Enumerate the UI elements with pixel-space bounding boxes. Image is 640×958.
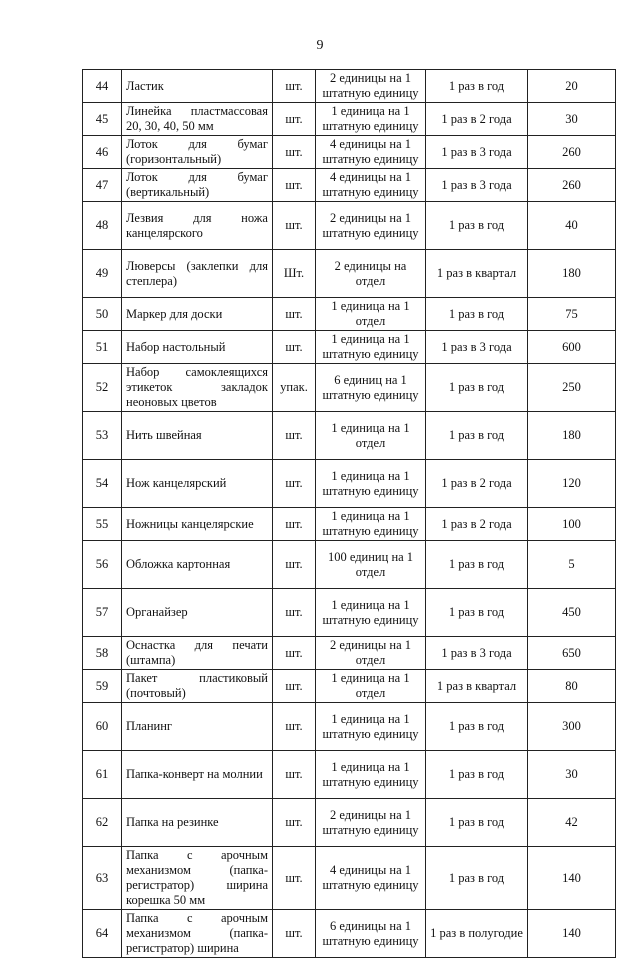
item-norm: 2 единицы на 1 штатную единицу xyxy=(316,799,426,847)
item-name: Нить швейная xyxy=(122,412,273,460)
item-price: 250 xyxy=(528,364,616,412)
item-frequency: 1 раз в год xyxy=(426,847,528,910)
page-number: 9 xyxy=(316,38,324,53)
item-price: 120 xyxy=(528,460,616,508)
item-price: 5 xyxy=(528,541,616,589)
item-frequency: 1 раз в полугодие xyxy=(426,910,528,958)
item-unit: шт. xyxy=(273,70,316,103)
item-norm: 1 единица на 1 штатную единицу xyxy=(316,751,426,799)
item-norm: 1 единица на 1 штатную единицу xyxy=(316,331,426,364)
item-name: Папка-конверт на молнии xyxy=(122,751,273,799)
row-number: 62 xyxy=(83,799,122,847)
item-price: 100 xyxy=(528,508,616,541)
item-unit: шт. xyxy=(273,751,316,799)
item-norm: 6 единиц на 1 штатную единицу xyxy=(316,364,426,412)
table-row xyxy=(83,910,616,958)
row-number: 56 xyxy=(83,541,122,589)
row-number: 64 xyxy=(83,910,122,958)
item-norm: 2 единицы на 1 штатную единицу xyxy=(316,70,426,103)
item-name: Папка с арочным механизмом (папка-регистратор) ширина корешка 50 мм xyxy=(122,847,273,910)
item-name: Люверсы (заклепки для степлера) xyxy=(122,250,273,298)
item-norm: 1 единица на 1 штатную единицу xyxy=(316,589,426,637)
item-frequency: 1 раз в 3 года xyxy=(426,637,528,670)
item-name: Планинг xyxy=(122,703,273,751)
item-unit: шт. xyxy=(273,637,316,670)
row-number: 59 xyxy=(83,670,122,703)
row-number: 46 xyxy=(83,136,122,169)
item-name: Ластик xyxy=(122,70,273,103)
item-price: 180 xyxy=(528,250,616,298)
item-frequency: 1 раз в год xyxy=(426,298,528,331)
item-frequency: 1 раз в год xyxy=(426,70,528,103)
item-unit: шт. xyxy=(273,331,316,364)
item-norm: 4 единицы на 1 штатную единицу xyxy=(316,136,426,169)
table-body xyxy=(83,70,616,958)
item-norm: 4 единицы на 1 штатную единицу xyxy=(316,169,426,202)
item-unit: шт. xyxy=(273,460,316,508)
item-frequency: 1 раз в 2 года xyxy=(426,460,528,508)
table-row xyxy=(83,250,616,298)
item-price: 30 xyxy=(528,751,616,799)
item-unit: шт. xyxy=(273,412,316,460)
row-number: 55 xyxy=(83,508,122,541)
item-price: 300 xyxy=(528,703,616,751)
item-unit: шт. xyxy=(273,589,316,637)
item-unit: шт. xyxy=(273,910,316,958)
row-number: 57 xyxy=(83,589,122,637)
table-row xyxy=(83,331,616,364)
table-row xyxy=(83,364,616,412)
table-row xyxy=(83,589,616,637)
item-name: Лоток для бумаг (вертикальный) xyxy=(122,169,273,202)
row-number: 61 xyxy=(83,751,122,799)
row-number: 54 xyxy=(83,460,122,508)
item-price: 20 xyxy=(528,70,616,103)
item-frequency: 1 раз в год xyxy=(426,202,528,250)
table-row xyxy=(83,751,616,799)
item-price: 140 xyxy=(528,847,616,910)
item-price: 180 xyxy=(528,412,616,460)
item-name: Ножницы канцелярские xyxy=(122,508,273,541)
row-number: 48 xyxy=(83,202,122,250)
item-name: Оснастка для печати (штампа) xyxy=(122,637,273,670)
item-unit: шт. xyxy=(273,136,316,169)
table-row xyxy=(83,508,616,541)
item-price: 30 xyxy=(528,103,616,136)
row-number: 51 xyxy=(83,331,122,364)
item-frequency: 1 раз в 2 года xyxy=(426,103,528,136)
item-unit: шт. xyxy=(273,298,316,331)
row-number: 53 xyxy=(83,412,122,460)
item-name: Набор настольный xyxy=(122,331,273,364)
item-unit: Шт. xyxy=(273,250,316,298)
row-number: 50 xyxy=(83,298,122,331)
item-unit: шт. xyxy=(273,847,316,910)
item-norm: 100 единиц на 1 отдел xyxy=(316,541,426,589)
item-name: Лезвия для ножа канцелярского xyxy=(122,202,273,250)
row-number: 47 xyxy=(83,169,122,202)
item-norm: 1 единица на 1 отдел xyxy=(316,670,426,703)
row-number: 49 xyxy=(83,250,122,298)
item-name: Нож канцелярский xyxy=(122,460,273,508)
item-price: 260 xyxy=(528,169,616,202)
row-number: 60 xyxy=(83,703,122,751)
item-price: 450 xyxy=(528,589,616,637)
item-name: Папка с арочным механизмом (папка-регистратор) ширина xyxy=(122,910,273,958)
item-frequency: 1 раз в год xyxy=(426,541,528,589)
item-name: Папка на резинке xyxy=(122,799,273,847)
item-frequency: 1 раз в 3 года xyxy=(426,169,528,202)
row-number: 63 xyxy=(83,847,122,910)
table-row xyxy=(83,847,616,910)
item-name: Лоток для бумаг (горизонтальный) xyxy=(122,136,273,169)
item-unit: шт. xyxy=(273,103,316,136)
supplies-norms-table xyxy=(82,69,616,958)
item-frequency: 1 раз в год xyxy=(426,799,528,847)
table-row xyxy=(83,70,616,103)
table-row xyxy=(83,541,616,589)
item-frequency: 1 раз в год xyxy=(426,412,528,460)
item-price: 140 xyxy=(528,910,616,958)
table-row xyxy=(83,202,616,250)
table-row xyxy=(83,298,616,331)
item-name: Органайзер xyxy=(122,589,273,637)
item-norm: 1 единица на 1 отдел xyxy=(316,298,426,331)
item-price: 40 xyxy=(528,202,616,250)
item-price: 600 xyxy=(528,331,616,364)
table-row xyxy=(83,136,616,169)
table-row xyxy=(83,799,616,847)
item-unit: шт. xyxy=(273,169,316,202)
table-row xyxy=(83,670,616,703)
item-unit: шт. xyxy=(273,703,316,751)
item-frequency: 1 раз в 3 года xyxy=(426,136,528,169)
item-name: Пакет пластиковый (почтовый) xyxy=(122,670,273,703)
table-row xyxy=(83,103,616,136)
item-unit: упак. xyxy=(273,364,316,412)
item-name: Набор самоклеящихся этикеток закладок неоновых цветов xyxy=(122,364,273,412)
item-unit: шт. xyxy=(273,541,316,589)
item-norm: 1 единица на 1 штатную единицу xyxy=(316,460,426,508)
table-row xyxy=(83,412,616,460)
item-unit: шт. xyxy=(273,508,316,541)
item-name: Маркер для доски xyxy=(122,298,273,331)
item-norm: 1 единица на 1 штатную единицу xyxy=(316,703,426,751)
item-price: 650 xyxy=(528,637,616,670)
table-row xyxy=(83,637,616,670)
item-norm: 1 единица на 1 штатную единицу xyxy=(316,508,426,541)
row-number: 58 xyxy=(83,637,122,670)
item-frequency: 1 раз в год xyxy=(426,589,528,637)
item-frequency: 1 раз в 2 года xyxy=(426,508,528,541)
item-price: 42 xyxy=(528,799,616,847)
row-number: 45 xyxy=(83,103,122,136)
item-frequency: 1 раз в 3 года xyxy=(426,331,528,364)
item-norm: 2 единицы на отдел xyxy=(316,250,426,298)
item-name: Обложка картонная xyxy=(122,541,273,589)
item-unit: шт. xyxy=(273,202,316,250)
item-price: 80 xyxy=(528,670,616,703)
item-norm: 4 единицы на 1 штатную единицу xyxy=(316,847,426,910)
table-row xyxy=(83,169,616,202)
item-norm: 2 единицы на 1 отдел xyxy=(316,637,426,670)
item-frequency: 1 раз в квартал xyxy=(426,670,528,703)
item-norm: 2 единицы на 1 штатную единицу xyxy=(316,202,426,250)
row-number: 44 xyxy=(83,70,122,103)
item-norm: 6 единицы на 1 штатную единицу xyxy=(316,910,426,958)
item-frequency: 1 раз в год xyxy=(426,703,528,751)
table-row xyxy=(83,460,616,508)
item-norm: 1 единица на 1 отдел xyxy=(316,412,426,460)
item-frequency: 1 раз в год xyxy=(426,751,528,799)
table-row xyxy=(83,703,616,751)
item-unit: шт. xyxy=(273,799,316,847)
item-norm: 1 единица на 1 штатную единицу xyxy=(316,103,426,136)
item-frequency: 1 раз в квартал xyxy=(426,250,528,298)
item-frequency: 1 раз в год xyxy=(426,364,528,412)
item-price: 75 xyxy=(528,298,616,331)
row-number: 52 xyxy=(83,364,122,412)
item-unit: шт. xyxy=(273,670,316,703)
item-name: Линейка пластмассовая 20, 30, 40, 50 мм xyxy=(122,103,273,136)
item-price: 260 xyxy=(528,136,616,169)
